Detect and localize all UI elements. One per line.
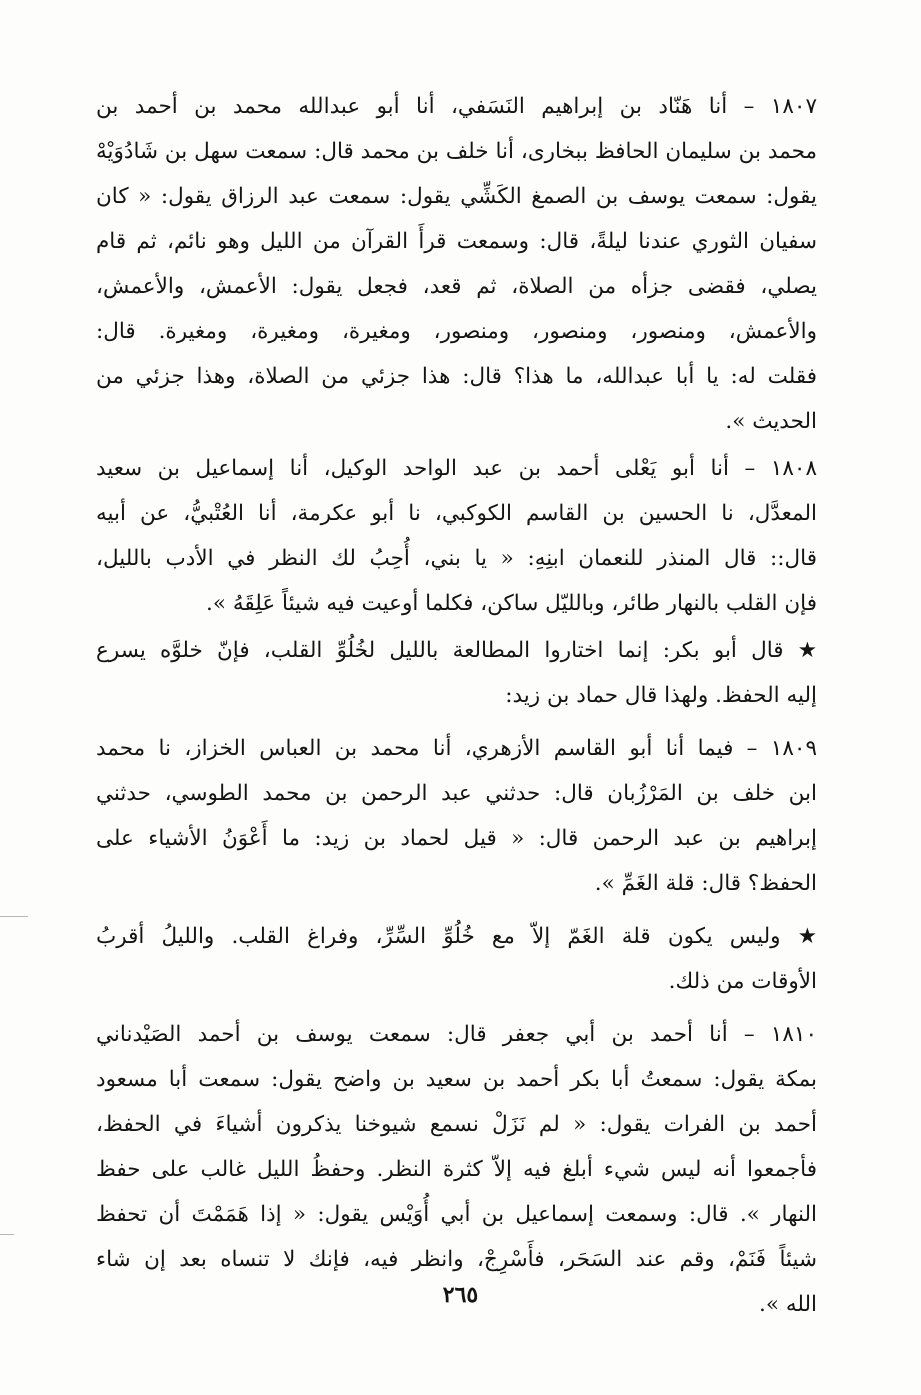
text-line: فقلت له: يا أبا عبدالله، ما هذا؟ قال: هذا جزئي من الصلاة، وهذا جزئي من: [96, 364, 817, 389]
text-line: أحمد بن الفرات يقول: « لم نَزَلْ نسمع شيوخنا يذكرون أشياءَ في الحفظ،: [96, 1112, 817, 1137]
text-line: فأجمعوا أنه ليس شيء أبلغ فيه إلاّ كثرة النظر. وحفظُ الليل غالب على حفظ: [96, 1157, 817, 1182]
text-line: النهار ». قال: وسمعت إسماعيل بن أبي أُوَيْس يقول: « إذا هَمَمْتَ أن تحفظ: [96, 1202, 817, 1227]
text-line: ١٨٠٧ – أنا هَنّاد بن إبراهيم النَسَفي، أنا أبو عبدالله محمد بن أحمد بن: [96, 94, 817, 119]
text-line: الأوقات من ذلك.: [668, 969, 817, 994]
text-line: ابن خلف بن المَرْزُبان قال: حدثني عبد الرحمن بن محمد الطوسي، حدثني: [96, 781, 817, 806]
text-line: الحديث ».: [725, 409, 817, 434]
text-line: إليه الحفظ. ولهذا قال حماد بن زيد:: [505, 683, 817, 708]
scan-artifact: [0, 916, 28, 917]
text-line: والأعمش، ومنصور، ومنصور، ومنصور، ومغيرة، ومغيرة، ومغيرة. قال:: [96, 319, 817, 344]
entry-1810: [96, 1012, 817, 1327]
text-line: إبراهيم بن عبد الرحمن قال: « قيل لحماد بن زيد: ما أَعْوَنُ الأشياء على: [96, 826, 817, 851]
text-line: ١٨٠٩ – فيما أنا أبو القاسم الأزهري، أنا محمد بن العباس الخزاز، نا محمد: [96, 736, 817, 761]
text-line: قال:: قال المنذر للنعمان ابنِهِ: « يا بني، أُحِبُ لك النظر في الأدب بالليل،: [96, 546, 817, 571]
text-line: الحفظ؟ قال: قلة الغَمِّ ».: [594, 871, 817, 896]
text-line: الله ».: [759, 1292, 817, 1317]
entry-1809: [96, 726, 817, 906]
entry-1808: [96, 446, 817, 626]
text-line: فإن القلب بالنهار طائر، وبالليّل ساكن، فكلما أوعيت فيه شيئاً عَلِقَهُ ».: [206, 591, 817, 616]
text-line: المعدَّل، نا الحسين بن القاسم الكوكبي، نا أبو عكرمة، أنا العُتْبيُّ، عن أبيه: [96, 501, 817, 526]
text-line: ١٨١٠ – أنا أحمد بن أبي جعفر قال: سمعت يوسف بن أحمد الصَيْدناني: [96, 1022, 817, 1047]
text-line: محمد بن سليمان الحافظ ببخارى، أنا خلف بن محمد قال: سمعت سهل بن شَادُوَيْهْ: [96, 139, 817, 164]
entry-1807: [96, 84, 817, 444]
text-line: شيئاً فَنَمْ، وقم عند السَحَر، فأَسْرِجْ، وانظر فيه، فإنك لا تنساه بعد إن شاء: [96, 1247, 817, 1272]
text-line: يقول: سمعت يوسف بن الصمغ الكَشِّي يقول: سمعت عبد الرزاق يقول: « كان: [96, 184, 817, 209]
text-line: سفيان الثوري عندنا ليلةً، قال: وسمعت قرأَ القرآن من الليل وهو نائم، ثم قام: [96, 229, 817, 254]
text-line: ★ قال أبو بكر: إنما اختاروا المطالعة بالليل لخُلُوِّ القلب، فإنّ خلوَّه يسرع: [96, 638, 817, 663]
text-line: بمكة يقول: سمعتُ أبا بكر أحمد بن سعيد بن واضح يقول: سمعت أبا مسعود: [96, 1067, 817, 1092]
text-line: ١٨٠٨ – أنا أبو يَعْلى أحمد بن عبد الواحد الوكيل، أنا إسماعيل بن سعيد: [96, 456, 817, 481]
text-line: يصلي، فقضى جزأه من الصلاة، ثم قعد، فجعل يقول: الأعمش، والأعمش،: [96, 274, 817, 299]
page-body: [96, 84, 817, 1327]
page-number: ٢٦٥: [442, 1282, 479, 1308]
text-line: ★ وليس يكون قلة الغَمّ إلاّ مع خُلُوِّ السِّرِّ، وفراغ القلب. والليلُ أقربُ: [96, 924, 817, 949]
author-note-1: [96, 628, 817, 718]
scan-artifact: [0, 1234, 14, 1235]
author-note-2: [96, 914, 817, 1004]
